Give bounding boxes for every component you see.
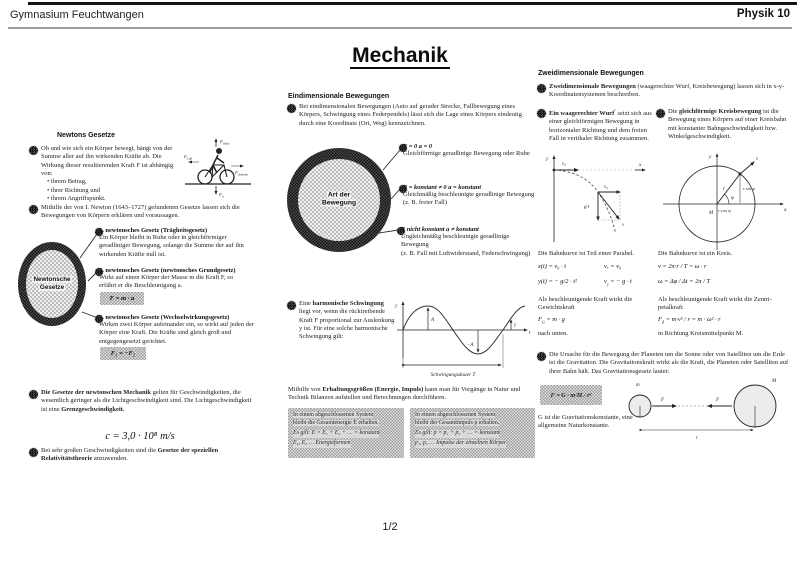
branch-3-note: (z. B. Fall mit Luftwiderstand, Federschwingung) (401, 249, 531, 257)
newton-law-2 (99, 267, 251, 291)
force-F2-label: F (716, 398, 720, 403)
bullet-marker-icon (287, 104, 296, 113)
bullet-marker-icon (29, 205, 38, 214)
wave-t-axis-label: t (529, 330, 531, 336)
momentum-box-formula: Es gilt: p = p₁ + p₂ + … = konstant (415, 430, 500, 437)
circular-rest: ist die Bewegung eines Körpers auf einer Kreisbahn mit konstanter Bahngeschwindigkeit bzw. Winkelgeschwindigkeit. (668, 108, 787, 140)
limit-rest-1: gelten für Geschwindigkeiten, die wesentlich geringer als die Lichtgeschwindigkeit sind. Die Lichtgeschwindigkeit ist eine (41, 389, 252, 413)
weight-force-line1: Als beschleunigende Kraft wirkt die (538, 296, 633, 303)
velocity-label: v (756, 157, 759, 162)
force-up-label: $F_{Stütz}$ (220, 139, 230, 146)
page-title: Mechanik (352, 44, 448, 67)
wurf-formula-y: y(t) = − g/2 · t² (538, 278, 577, 285)
law-3-body: Wirken zwei Körper aufeinander ein, so wirkt auf jeden der Körper eine Kraft. Die Kräfte sind gleich groß und entgegengesetzt gerichtet. (99, 321, 254, 345)
law-2-formula-box (100, 292, 144, 305)
speed-of-light-formula: c = 3,0 · 10⁸ m/s (105, 431, 175, 442)
bullet-marker-icon (29, 146, 38, 155)
bullet-marker-icon (537, 352, 546, 361)
relativity-rest: anzuwenden. (92, 455, 128, 463)
2d-intro-paragraph (549, 83, 789, 100)
parabola-caption: Die Bahnkurve ist Teil einer Parabel. (538, 250, 635, 257)
energy-box-line2: bleibt die Gesamtenergie E erhalten. (293, 419, 379, 426)
footnote-mark: ° (614, 108, 616, 113)
weight-force-formula: $F_G = m \cdot g$ (538, 316, 565, 325)
circle-y-label: y (709, 154, 712, 160)
newton-law-1 (99, 227, 251, 259)
2d-intro-bold: Zweidimensionale Bewegungen (549, 83, 636, 90)
circle-x-label: x (784, 207, 787, 213)
kreis-formula-v: v = 2π·r / T = ω · r (658, 263, 707, 270)
section-heading-1d: Eindimensionale Bewegungen (288, 93, 390, 100)
weight-force-text (538, 296, 648, 313)
parabola-x-label: x (639, 162, 642, 168)
energy-box-line1: In einem abgeschlossenen System (293, 412, 374, 418)
law-3-formula-box (100, 347, 146, 360)
wurf-formula-vx: vₓ = v₀ (604, 263, 622, 270)
1d-intro-paragraph: Bei eindimensionalen Bewegungen (Auto auf gerader Strecke, Fallbewegung eines Körpers, Schwingung eines Federpendels) lässt sich die Lage eines Körpers eindeutig durch eine Koordinate (Ort, Weg) kennzeichnen. (299, 103, 522, 127)
displacement-label: y (514, 323, 517, 328)
projectile-rest: setzt sich aus einer gleichförmigen Bewegung in horizontaler Richtung und dem freien Fall in vertikaler Richtung zusammen. (549, 110, 652, 143)
law-3-title: 3. newtonsches Gesetz (Wechselwirkungsgesetz) (99, 314, 230, 321)
energy-conservation-box (288, 408, 404, 458)
law-2-title: 2. newtonsches Gesetz (newtonsches Grundgesetz) (99, 267, 236, 274)
branch-3-condition: F nicht konstant a ≠ konstant (401, 226, 479, 233)
relativity-note-paragraph (41, 447, 253, 464)
energy-box-note: E₁, E₂ … Energieformen (293, 440, 351, 447)
parabola-y-label: y (546, 156, 549, 162)
gravitation-diagram (612, 372, 790, 442)
period-label: Schwingungsdauer T (430, 372, 476, 378)
branch-2-condition: F = konstant ≠ 0 a = konstant (403, 184, 481, 191)
bullet-marker-icon (537, 84, 546, 93)
rcos-label: r·cos φ (718, 208, 731, 213)
bullet-marker-icon (29, 448, 38, 457)
conservation-rest: kann man für Vorgänge in Natur und Technik Bilanzen aufstellen und Berechnungen durchführen. (288, 386, 521, 402)
oscillation-graph (393, 296, 535, 382)
motion-branch-3 (401, 226, 535, 258)
weight-force-direction: nach unten. (538, 330, 568, 337)
2d-intro-rest: (waagerechter Wurf, Kreisbewegung) lassen sich in x-y-Koordinatensystemen beschreiben. (549, 83, 785, 99)
bullet-marker-icon (537, 109, 546, 118)
center-label: M (709, 211, 714, 216)
section-heading-newton: Newtons Gesetze (57, 132, 115, 139)
centripetal-force-formula: $F_Z = m\cdot v^2 / r = m \cdot \omega^2 \cdot r$ (658, 316, 721, 325)
newton-intro-line2: Die Wirkung dieser resultierenden Kraft F ist abhängig von: (41, 153, 174, 177)
bullet-marker-icon (287, 301, 296, 310)
force-F1-label: F (661, 398, 665, 403)
conservation-paragraph (288, 386, 535, 403)
projectile-trajectory-diagram (540, 150, 652, 248)
newton-bullet-1: • ihrem Betrag, (47, 178, 87, 186)
newton-intro-line1: Ob und wie sich ein Körper bewegt, hängt von der Summe aller auf ihn wirkenden Kräfte ab. (41, 145, 173, 161)
relativity-pre: Bei sehr großen Geschwindigkeiten sind die (41, 447, 158, 454)
rsin-label: r·sin φ (743, 186, 755, 191)
gt-vector-label: g·t (584, 205, 590, 210)
newton-law-3 (99, 314, 254, 346)
conservation-pre: Mithilfe von (288, 386, 323, 393)
momentum-conservation-box (410, 408, 535, 458)
newton-mindmap-node (18, 242, 86, 326)
motion-branch-2 (403, 184, 535, 208)
branch-1-condition: F = 0 a = 0 (403, 143, 433, 150)
circular-bold: gleichförmige Kreisbewegung (679, 108, 762, 115)
branch-2-text: Gleichmäßig beschleunigte geradlinige Bewegung (403, 191, 535, 198)
motion-type-mindmap-node (287, 148, 391, 252)
bullet-marker-icon (656, 109, 665, 118)
amplitude-label: A (431, 318, 435, 323)
grav-note-line2: allgemeine Naturkonstante. (538, 422, 610, 430)
force-right-label: $F_{Antrieb}$ (235, 170, 248, 177)
centripetal-force-text (658, 296, 788, 313)
limit-bold-2: Grenzgeschwindigkeit. (61, 405, 125, 413)
limit-bold-1: Die Gesetze der newtonschen Mechanik (41, 389, 152, 396)
law-2-formula: F = m · a (109, 295, 135, 302)
momentum-box-line1: In einem abgeschlossenen System (415, 412, 496, 418)
relativity-bold: Gesetze der speziellen Relativitätstheorie (41, 447, 219, 463)
weight-force-line2: Gewichtskraft (538, 304, 575, 312)
gravitation-paragraph: Die Ursache für die Bewegung der Planeten um die Sonne oder von Satelliten um die Erde ist die Gravitation. Die Gravitationskraft wirkt als die Kraft, die Planeten oder Satelliten auf ihrer Bahn hält. Das Gravitationsgesetz lautet: (549, 351, 789, 375)
force-left-label: $F_{Luft}$ (184, 154, 193, 161)
gravitation-formula: F = G · m·M / r² (550, 391, 592, 399)
harmonic-paragraph (299, 300, 395, 342)
angle-label: φ (731, 196, 734, 201)
wave-y-axis-label: y (395, 303, 398, 309)
section-heading-2d: Zweidimensionale Bewegungen (538, 70, 644, 77)
branch-2-note: (z. B. freier Fall) (403, 199, 447, 207)
scan-top-edge (28, 2, 797, 5)
force-down-label: $F_G$ (219, 192, 225, 199)
centripetal-line1: Als beschleunigende Kraft wirkt die Zentri- (658, 296, 772, 303)
projectile-bold: Ein waagerechter Wurf (549, 110, 615, 118)
projectile-paragraph (549, 108, 653, 143)
momentum-box-line2: bleibt der Gesamtimpuls p erhalten. (415, 419, 500, 426)
harmonic-rest: liegt vor, wenn die rücktreibende Kraft F proportional zur Auslenkung y ist. Für eine solche harmonische Schwingung gilt: (299, 308, 395, 341)
gravitation-law-box (540, 385, 602, 405)
newton-intro-paragraph (41, 145, 184, 203)
header-rule (8, 27, 792, 29)
subject-label: Physik 10 (736, 8, 790, 20)
mass-M-label: M (772, 379, 777, 384)
motion-node-label: Art der Bewegung (321, 191, 357, 207)
law-1-body: Ein Körper bleibt in Ruhe oder in gleichförmiger geradliniger Bewegung, solange die Summe der auf ihn wirkenden Kräfte null ist. (99, 234, 244, 258)
circular-pre: Die (668, 108, 680, 115)
wurf-formula-x: x(t) = v₀ · t (538, 263, 567, 270)
v0-vector-label: v₀ (562, 162, 566, 167)
law-3-formula: F₁ = −F₂ (110, 350, 136, 357)
harmonic-bold: harmonische Schwingung (312, 300, 384, 307)
relativity-limit-paragraph (41, 389, 253, 414)
momentum-box-note: p₁, p₂ … Impulse der einzelnen Körper (415, 440, 507, 447)
centripetal-line2: petalkraft (658, 304, 683, 312)
cyclist-forces-figure (183, 136, 253, 202)
branch-3-text: Ungleichmäßig beschleunigte geradlinige Bewegung (401, 233, 510, 249)
neg-amplitude-label: −A (467, 343, 474, 348)
circle-caption: Die Bahnkurve ist ein Kreis. (658, 250, 733, 257)
vx-vector-label: v₀ (604, 185, 608, 190)
energy-box-formula: Es gilt: E = E₁ + E₂ + … = konstant (293, 430, 380, 437)
newton-node-label: Newtonsche Gesetze (33, 276, 71, 291)
mass-m-label: m (636, 383, 640, 388)
wurf-formula-vy: $v_y$ = − g · t (604, 278, 632, 287)
law-2-body: Wirkt auf einen Körper der Masse m die Kraft F, so erfährt er die Beschleunigung a. (99, 274, 234, 290)
v-vector-label: v (622, 223, 625, 228)
distance-r-label: r (696, 436, 698, 441)
circular-motion-paragraph (668, 108, 790, 141)
radius-label: r (723, 187, 725, 192)
page-number: 1/2 (382, 521, 398, 533)
newton-history-paragraph: Mithilfe der von I. Newton (1643–1727) gefundenen Gesetze lassen sich die Bewegungen von Körpern erklären und voraussagen. (41, 204, 240, 220)
law-1-title: 1. newtonsches Gesetz (Trägheitsgesetz) (99, 227, 208, 234)
conservation-bold: Erhaltungsgrößen (Energie, Impuls) (322, 386, 424, 393)
bullet-marker-icon (29, 390, 38, 399)
newton-bullet-2: • ihrer Richtung und (47, 186, 101, 194)
motion-branch-1 (403, 143, 535, 158)
school-name: Gymnasium Feuchtwangen (10, 9, 144, 21)
newton-bullet-3: • ihrem Angriffspunkt. (47, 194, 106, 202)
grav-note-line1: G ist die Gravitationskonstante, eine (538, 414, 633, 421)
circular-motion-diagram (655, 146, 790, 254)
branch-1-text: Gleichförmige geradlinige Bewegung oder Ruhe (403, 150, 530, 157)
kreis-formula-omega: ω = Δφ / Δt = 2π / T (658, 278, 711, 285)
centripetal-direction: in Richtung Kreismittelpunkt M. (658, 330, 744, 337)
harmonic-pre: Eine (299, 300, 313, 307)
